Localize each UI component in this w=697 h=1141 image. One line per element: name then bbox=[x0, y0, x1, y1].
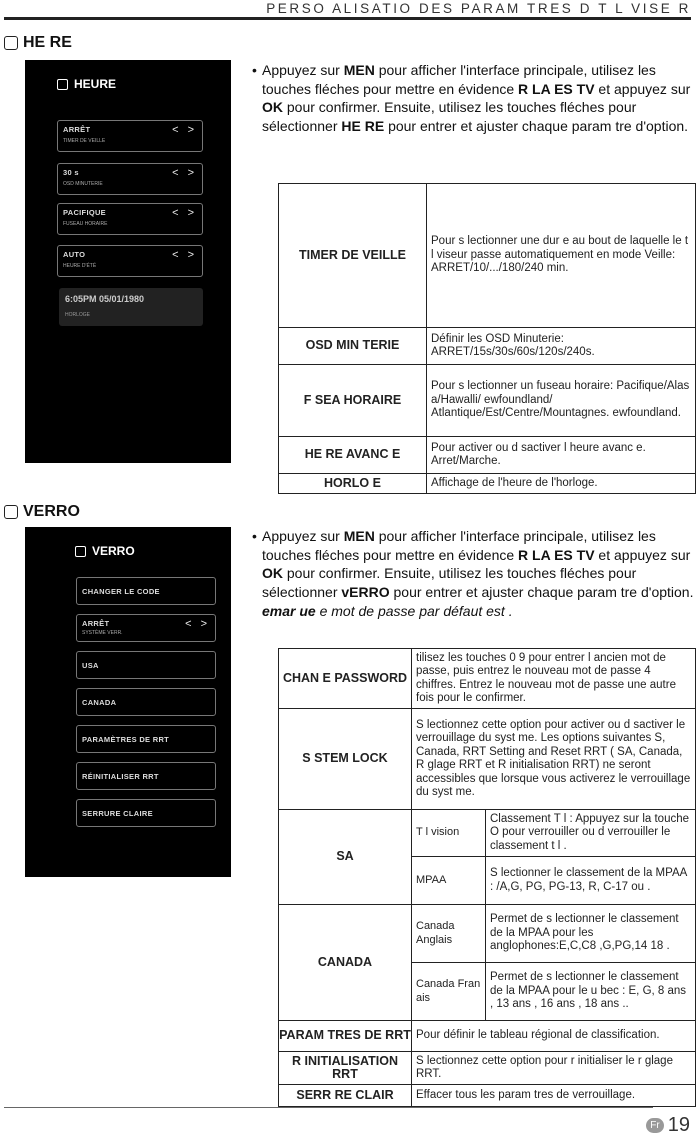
screen-option: ARRÊT TIMER DE VEILLE < > bbox=[57, 120, 203, 152]
screen-option: 30 s OSD MINUTERIE < > bbox=[57, 163, 203, 195]
heure-table bbox=[278, 183, 696, 494]
footer-rule bbox=[4, 1107, 653, 1108]
table-row: Canada Fran ais Permet de s lectionner le classement de la MPAA pour le u bec : E, G, 8 ans , 13 ans , 16 ans , 18 ans .. bbox=[279, 963, 696, 1021]
table-row: OSD MIN TERIE Définir les OSD Minuterie: ARRET/15s/30s/60s/120s/240s. bbox=[279, 328, 696, 365]
table-row: R INITIALISATION RRT S lectionnez cette option pour r initialiser le r glage RRT. bbox=[279, 1052, 696, 1085]
verro-instructions: • Appuyez sur MEN pour afficher l'interface principale, utilisez les touches fléches pour mettre en évidence R LA ES TV et appuyez sur OK pour confirmer. Ensuite, utilisez les touches fléches pour sélectionner vERRO pour entrer et ajuster chaque param tre d'option. emar ue e mot de passe par défaut est . bbox=[252, 528, 694, 619]
heure-screen-image bbox=[25, 60, 231, 463]
screen-option: CHANGER LE CODE bbox=[76, 577, 216, 605]
screen-option: SERRURE CLAIRE bbox=[76, 799, 216, 827]
language-badge: Fr bbox=[646, 1118, 663, 1133]
table-row: SERR RE CLAIR Effacer tous les param tres de verrouillage. bbox=[279, 1085, 696, 1107]
table-row: HORLO E Affichage de l'heure de l'horloge. bbox=[279, 474, 696, 494]
heure-instructions: • Appuyez sur MEN pour afficher l'interface principale, utilisez les touches fléches pour mettre en évidence R LA ES TV et appuyez sur OK pour confirmer. Ensuite, utilisez les touches fléches pour sélectionner HE RE pour entrer et ajuster chaque param tre d'option. bbox=[252, 62, 691, 135]
section-verro-title: VERRO bbox=[4, 503, 80, 521]
checkbox-icon bbox=[75, 546, 86, 557]
checkbox-icon bbox=[57, 79, 68, 90]
screen-option: ARRÊT SYSTÈME VERR. < > bbox=[76, 614, 216, 642]
screen-option: CANADA bbox=[76, 688, 216, 716]
header-rule bbox=[4, 17, 691, 20]
screen-option: AUTO HEURE D'ÉTÉ < > bbox=[57, 245, 203, 277]
checkbox-icon bbox=[4, 36, 18, 50]
table-row: HE RE AVANC E Pour activer ou d sactiver l heure avanc e. Arret/Marche. bbox=[279, 437, 696, 474]
verro-screen-image bbox=[25, 527, 231, 877]
screen-title: VERRO bbox=[75, 544, 135, 558]
table-row: TIMER DE VEILLE Pour s lectionner une dur e au bout de laquelle le t l viseur passe automatiquement en mode Veille: ARRET/10/.../180/240 min. bbox=[279, 184, 696, 328]
table-row: MPAA S lectionner le classement de la MPAA : /A,G, PG, PG-13, R, C-17 ou . bbox=[279, 857, 696, 905]
screen-option: RÉINITIALISER RRT bbox=[76, 762, 216, 790]
table-row: S STEM LOCK S lectionnez cette option pour activer ou d sactiver le verrouillage du syst me. Les options suivantes S, Canada, RRT Setting and Reset RRT ( SA, Canada, R glage RRT et R initialisation RRT) ne seront accessibles que lorsque vous activerez le verrouillage du syst me. bbox=[279, 709, 696, 810]
table-row: CANADA Canada Anglais Permet de s lectionner le classement de la MPAA pour les anglophones:E,C,C8 ,G,PG,14 18 . bbox=[279, 905, 696, 963]
screen-option: PARAMÈTRES DE RRT bbox=[76, 725, 216, 753]
screen-clock: 6:05PM 05/01/1980 HORLOGE bbox=[59, 288, 203, 326]
page-number: Fr 19 bbox=[646, 1114, 690, 1137]
table-row: PARAM TRES DE RRT Pour définir le tableau régional de classification. bbox=[279, 1021, 696, 1052]
screen-title: HEURE bbox=[57, 77, 116, 91]
section-heure-title: HE RE bbox=[4, 34, 72, 52]
verro-table bbox=[278, 648, 696, 1107]
table-row: CHAN E PASSWORD tilisez les touches 0 9 pour entrer l ancien mot de passe, puis entrez le nouveau mot de passe 4 chiffres. Entrez le nouveau mot de passe une autre fois pour le confirmer. bbox=[279, 649, 696, 709]
screen-option: PACIFIQUE FUSEAU HORAIRE < > bbox=[57, 203, 203, 235]
page-header bbox=[0, 0, 697, 22]
checkbox-icon bbox=[4, 505, 18, 519]
table-row: SA T l vision Classement T l : Appuyez sur la touche O pour verrouiller ou d verrouiller le classement t l . bbox=[279, 810, 696, 857]
screen-option: USA bbox=[76, 651, 216, 679]
table-row: F SEA HORAIRE Pour s lectionner un fuseau horaire: Pacifique/Alas a/Hawalli/ ewfoundland/ Atlantique/Est/Centre/Mountagnes. ewfoundland. bbox=[279, 365, 696, 437]
header-title: PERSO ALISATIO DES PARAM TRES D T L VISE R bbox=[266, 1, 691, 16]
